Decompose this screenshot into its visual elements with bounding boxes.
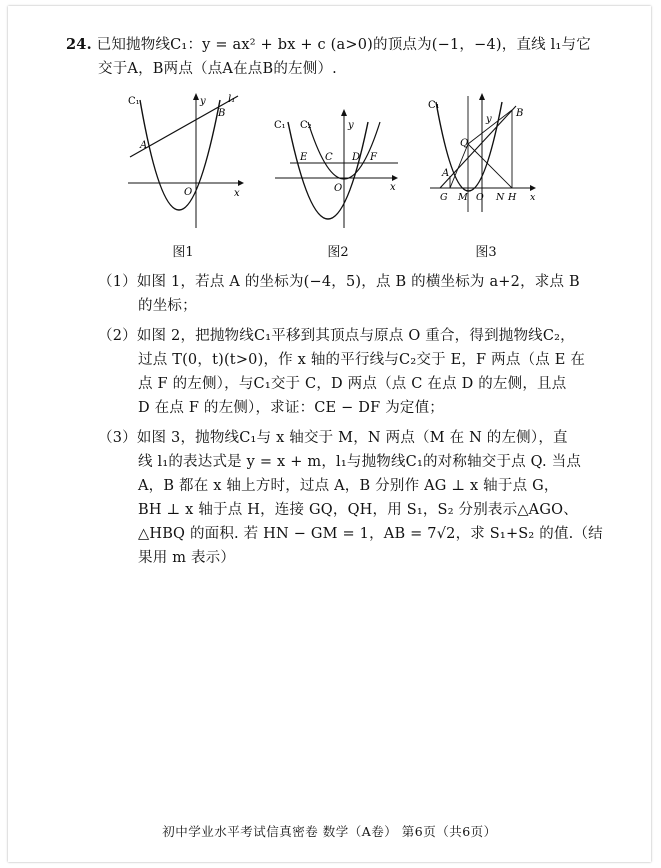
question-number: 24. (66, 36, 92, 53)
figure-2-caption: 图2 (327, 245, 349, 260)
fig2-label-o: O (334, 183, 343, 194)
fig1-label-x: x (234, 188, 240, 199)
figure-1 (118, 90, 253, 230)
fig1-label-l1: l₁ (228, 94, 236, 105)
fig2-label-x: x (390, 182, 396, 193)
part3-line2: 线 l₁的表达式是 y = x + m，l₁与抛物线C₁的对称轴交于点 Q. 当点 (138, 454, 582, 470)
part1-line2: 的坐标； (138, 298, 197, 314)
part2-line2: 过点 T(0，t)(t>0)，作 x 轴的平行线与C₂交于 E，F 两点（点 E 在 (138, 352, 586, 368)
fig1-label-o: O (184, 187, 193, 198)
part3-line3: A，B 都在 x 轴上方时，过点 A，B 分别作 AG ⊥ x 轴于点 G， (138, 478, 559, 494)
page-footer: 初中学业水平考试信真密卷 数学（A卷） 第6页（共6页） (162, 824, 497, 839)
fig3-label-x: x (530, 192, 536, 203)
fig2-label-y: y (348, 120, 354, 131)
fig3-label-n: N (496, 192, 505, 203)
fig3-label-b: B (516, 108, 524, 119)
figure-3-graph (420, 90, 545, 215)
fig3-label-h: H (508, 192, 517, 203)
fig2-label-c1: C₁ (274, 120, 286, 131)
part2-line4: D 在点 F 的左侧），求证：CE − DF 为定值； (138, 400, 445, 416)
part3-line4: BH ⊥ x 轴于点 H，连接 GQ，QH，用 S₁，S₂ 分别表示△AGO、 (138, 502, 578, 518)
fig2-label-d: D (352, 152, 361, 163)
fig3-label-y: y (486, 114, 492, 125)
figure-3-caption: 图3 (475, 245, 497, 260)
question-intro-line1 (66, 34, 591, 56)
fig2-label-c: C (325, 152, 333, 163)
fig2-label-f: F (370, 152, 377, 163)
part2-line3: 点 F 的左侧），与C₁交于 C，D 两点（点 C 在点 D 的左侧，且点 (138, 376, 567, 392)
fig1-label-b: B (218, 108, 226, 119)
figure-3 (420, 90, 545, 215)
question-intro-line2: 交于A，B两点（点A在点B的左侧）. (98, 61, 337, 77)
part3-line1: （3）如图 3，抛物线C₁与 x 轴交于 M，N 两点（M 在 N 的左侧），直 (98, 430, 568, 446)
exam-page (8, 6, 651, 862)
fig3-label-q: Q (460, 138, 469, 149)
fig3-label-a: A (442, 168, 450, 179)
fig3-label-o: O (476, 192, 484, 203)
fig1-label-a: A (140, 140, 148, 151)
fig2-label-e: E (300, 152, 308, 163)
fig3-label-m: M (458, 192, 468, 203)
part3-line5: △HBQ 的面积. 若 HN − GM = 1，AB = 7√2，求 S₁+S₂ 的值.（结 (138, 526, 603, 542)
question-intro-text1: 已知抛物线C₁：y = ax² + bx + c (a>0)的顶点为(−1，−4)，直线 l₁与它 (96, 37, 591, 53)
figure-2-graph (270, 106, 405, 231)
fig1-label-c1: C₁ (128, 96, 140, 107)
figure-1-graph (118, 90, 253, 230)
figure-1-caption: 图1 (172, 245, 194, 260)
fig3-label-c1: C₁ (428, 100, 440, 111)
fig1-label-y: y (200, 96, 206, 107)
fig3-label-g: G (440, 192, 448, 203)
part2-line1: （2）如图 2，把抛物线C₁平移到其顶点与原点 O 重合，得到抛物线C₂， (98, 328, 575, 344)
figure-2 (270, 106, 405, 231)
part3-line6: 果用 m 表示） (138, 550, 236, 566)
part1-line1: （1）如图 1，若点 A 的坐标为(−4，5)，点 B 的横坐标为 a+2，求点 B (98, 274, 580, 290)
fig2-label-c2: C₂ (300, 120, 312, 131)
